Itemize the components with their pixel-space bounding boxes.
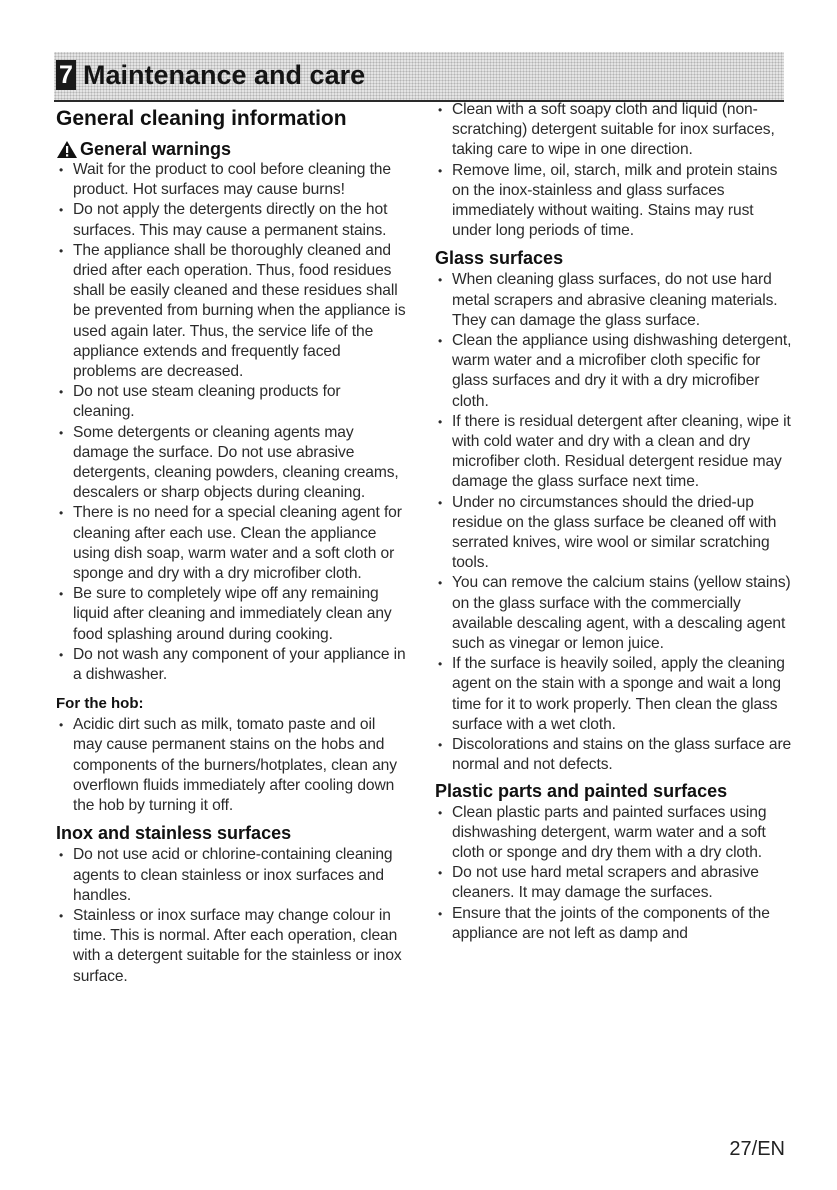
hob-title: For the hob: [56, 695, 144, 713]
list-item: • Discolorations and stains on the glass surface are normal and not defects. [435, 735, 795, 775]
list-item: • Do not apply the detergents directly on the hot surfaces. This may cause a permanent stains. [56, 200, 406, 240]
hob-list [56, 715, 406, 816]
list-item: • Do not use acid or chlorine-containing cleaning agents to clean stainless or inox surfaces and handles. [56, 845, 406, 906]
list-item: • Stainless or inox surface may change colour in time. This is normal. After each operation, clean with a detergent suitable for the stainless or inox surface. [56, 906, 406, 987]
list-item: • Some detergents or cleaning agents may damage the surface. Do not use abrasive detergents, cleaning powders, cleaning creams, descalers or sharp objects during cleaning. [56, 423, 406, 504]
warning-triangle-icon [56, 140, 78, 159]
list-item: • If the surface is heavily soiled, apply the cleaning agent on the stain with a sponge and wait a long time for it to work properly. Then clean the glass surface with a wet cloth. [435, 654, 795, 735]
list-item: • There is no need for a special cleaning agent for cleaning after each use. Clean the appliance using dish soap, warm water and a soft cloth or sponge and dry with a dry microfiber cloth. [56, 503, 406, 584]
warnings-title: General warnings [80, 139, 232, 159]
inox-list [56, 845, 406, 986]
list-item: • Wait for the product to cool before cleaning the product. Hot surfaces may cause burns! [56, 160, 406, 200]
glass-list [435, 270, 795, 775]
chapter-title: Maintenance and care [83, 60, 366, 90]
list-item: • Do not wash any component of your appliance in a dishwasher. [56, 645, 406, 685]
list-item: • Clean plastic parts and painted surfaces using dishwashing detergent, warm water and a soft cloth or sponge and dry them with a dry cloth. [435, 803, 795, 864]
inox-continued-list [435, 100, 795, 241]
list-item: • You can remove the calcium stains (yellow stains) on the glass surface with the commercially available descaling agent, with a descaling agent such as vinegar or lemon juice. [435, 573, 795, 654]
chapter-number: 7 [56, 60, 76, 90]
list-item: • Clean the appliance using dishwashing detergent, warm water and a microfiber cloth specific for glass surfaces and dry it with a dry microfiber cloth. [435, 331, 795, 412]
list-item: • Clean with a soft soapy cloth and liquid (non-scratching) detergent suitable for inox surfaces, taking care to wipe in one direction. [435, 100, 795, 161]
plastic-title: Plastic parts and painted surfaces [435, 780, 728, 801]
list-item: • Be sure to completely wipe off any remaining liquid after cleaning and immediately clean any food splashing around during cooking. [56, 584, 406, 645]
list-item: • Remove lime, oil, starch, milk and protein stains on the inox-stainless and glass surfaces immediately without waiting. Stains may rust under long periods of time. [435, 161, 795, 242]
warnings-list [56, 160, 406, 685]
inox-title: Inox and stainless surfaces [56, 823, 292, 844]
left-column [56, 100, 406, 987]
plastic-list [435, 803, 795, 944]
list-item: • Ensure that the joints of the components of the appliance are not left as damp and [435, 904, 795, 944]
list-item: • The appliance shall be thoroughly cleaned and dried after each operation. Thus, food residues shall be easily cleaned and these residues shall be prevented from burning when the appliance is used again later. Thus, the service life of the appliance extends and frequently faced problems are decreased. [56, 241, 406, 382]
glass-title: Glass surfaces [435, 248, 564, 269]
list-item: • When cleaning glass surfaces, do not use hard metal scrapers and abrasive cleaning materials. They can damage the glass surface. [435, 270, 795, 331]
list-item: • Acidic dirt such as milk, tomato paste and oil may cause permanent stains on the hobs and components of the burners/hotplates, clean any overflown fluids immediately after cooling down the hob by turning it off. [56, 715, 406, 816]
list-item: • Under no circumstances should the dried-up residue on the glass surface be cleaned off with serrated knives, wire wool or similar scratching tools. [435, 493, 795, 574]
section-title: General cleaning information [56, 107, 347, 130]
list-item: • Do not use steam cleaning products for cleaning. [56, 382, 406, 422]
page-number: 27/EN [729, 1138, 785, 1160]
warnings-heading [56, 138, 406, 160]
list-item: • Do not use hard metal scrapers and abrasive cleaners. It may damage the surfaces. [435, 863, 795, 903]
right-column [435, 100, 795, 944]
list-item: • If there is residual detergent after cleaning, wipe it with cold water and dry with a clean and dry microfiber cloth. Residual detergent residue may damage the glass surface next time. [435, 412, 795, 493]
